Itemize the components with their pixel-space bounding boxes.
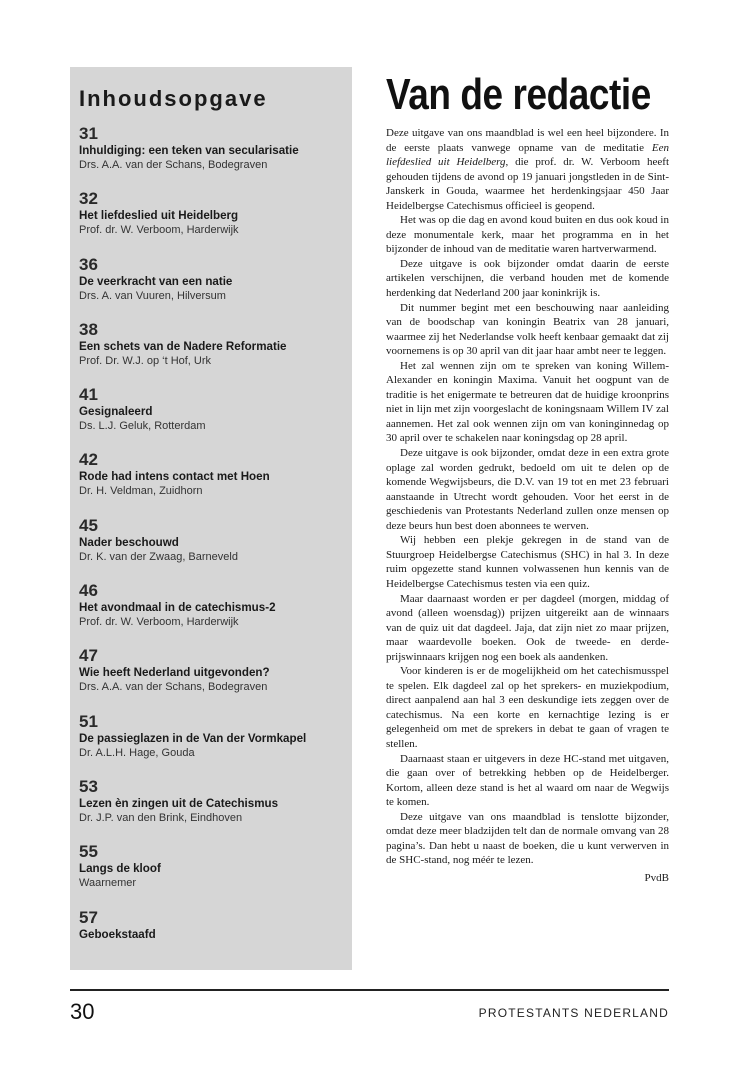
toc-page-number: 31 [79, 124, 98, 143]
toc-entry-title: Lezen èn zingen uit de Catechismus [79, 796, 279, 810]
toc-entry-title: Gesignaleerd [79, 405, 153, 419]
toc-page-number: 46 [79, 581, 98, 601]
toc-page-number: 51 [79, 711, 98, 731]
toc-list [79, 124, 342, 973]
toc-entry-title: Rode had intens contact met Hoen [79, 470, 270, 484]
toc-entry [79, 908, 342, 973]
toc-entry-title: Een schets van de Nadere Reformatie [79, 339, 287, 353]
article-paragraph: Voor kinderen is er de mogelijkheid om het catechismusspel te spelen. Elk dagdeel zal op het sprekers- en muziekpodium, direct aanpalend aan hal 3 een deskundige iets zeggen over de catechismus. Na een korte en kernachtige lezing is er gelegenheid om met de sprekers in debat te gaan of vragen te stellen. [386, 665, 669, 750]
toc-page-number: 41 [79, 385, 98, 405]
footer-rule [70, 989, 669, 991]
table-of-contents [70, 67, 352, 970]
article-paragraph: Maar daarnaast worden er per dagdeel (morgen, middag of avond (alleen woensdag)) prijzen uitgereikt aan de winnaars van de quiz uit dat dagdeel. Jaja, dat zijn niet zo maar prijzen, maar waardevolle boeken. Ook de tweede- en derde-prijswinnaars krijgen nog een boek als aandenken. [386, 592, 669, 663]
toc-entry-title: Het liefdeslied uit Heidelberg [79, 209, 239, 223]
toc-entry [79, 320, 342, 385]
toc-entry-author: Prof. Dr. W.J. op ‘t Hof, Urk [79, 354, 212, 367]
article-paragraph: Dit nummer begint met een beschouwing naar aanleiding van de boodschap van koningin Beatrix van 28 januari, waarmee zij het Nederlandse volk heeft kenbaar gemaakt dat zij voornemens is op 30 april van dit jaar haar ambt neer te leggen. [386, 301, 669, 358]
toc-page-number: 38 [79, 319, 98, 339]
toc-page-number: 47 [79, 646, 98, 666]
editorial-article [386, 70, 669, 886]
toc-entry-author: Dr. K. van der Zwaag, Barneveld [79, 550, 238, 563]
journal-name: PROTESTANTS NEDERLAND [478, 1006, 669, 1020]
article-paragraph: Deze uitgave is ook bijzonder omdat daarin de eerste artikelen verschijnen, die verband houden met de komende herdenking dat Nederland 200 jaar koninkrijk is. [386, 257, 669, 300]
toc-entry-title: De veerkracht van een natie [79, 274, 233, 288]
article-paragraph: Deze uitgave van ons maandblad is tenslotte bijzonder, omdat deze meer bladzijden telt dan de normale omvang van 28 pagina’s. Dan hebt u naast de boeken, die u kunt verwerven in de SHC-stand, nog méér te lezen. [386, 810, 669, 867]
toc-entry-title: Nader beschouwd [79, 535, 179, 549]
toc-page-number: 53 [79, 776, 98, 796]
toc-entry [79, 581, 342, 646]
toc-entry-author: Dr. A.L.H. Hage, Gouda [79, 746, 195, 759]
toc-entry-title: Wie heeft Nederland uitgevonden? [79, 666, 270, 680]
toc-entry [79, 712, 342, 777]
toc-entry [79, 385, 342, 450]
toc-entry-author: Dr. H. Veldman, Zuidhorn [79, 485, 203, 498]
paragraph-text: , die prof. dr. W. Verboom heeft gehouden tijdens de avond op 19 januari jongstleden in de Sint-Janskerk in Gouda, waarmee het herdenkingsjaar 450 Jaar Heidelbergse Catechismus officieel is geopend. [386, 156, 670, 212]
article-paragraph: Deze uitgave is ook bijzonder, omdat deze in een extra grote oplage zal worden gedrukt, bedoeld om uit te delen op de komende Wegwijsbeurs, die D.V. van 19 tot en met 23 februari aanstaande in Utrecht wordt gehouden. Voor het eerst in de geschiedenis van Protestants Nederland zullen onze mensen op deze beurs hun best doen abonnees te werven. [386, 447, 669, 532]
article-paragraph: Het zal wennen zijn om te spreken van koning Willem-Alexander en koningin Maxima. Vanuit het oogpunt van de traditie is het enigermate te betreuren dat de huidige kroonprins niet in lijn met zijn voorgeslacht de koningsnaam Willem IV zal aannemen. Het zal ook wennen zijn om van koninginnedag op 30 april over te schakelen naar koningsdag op 28 april. [386, 359, 669, 445]
toc-entry [79, 189, 342, 254]
toc-entry [79, 646, 342, 711]
toc-entry-author: Dr. J.P. van den Brink, Eindhoven [79, 811, 243, 824]
toc-page-number: 36 [79, 254, 98, 274]
meditation-title: Een liefdeslied uit Heidelberg [386, 141, 669, 169]
toc-entry-author: Prof. dr. W. Verboom, Harderwijk [79, 224, 239, 237]
toc-entry [79, 124, 342, 189]
toc-page-number: 42 [79, 450, 98, 470]
article-paragraph: Wij hebben een plekje gekregen in de stand van de Stuurgroep Heidelbergse Catechismus (SHC) in hal 3. In deze ruim opgezette stand kunnen volwassenen hun kennis van de Heidelbergse Catechismus testen via een quiz. [386, 534, 669, 590]
toc-entry-title: De passieglazen in de Van der Vormkapel [79, 731, 307, 745]
article-paragraph [386, 126, 669, 213]
toc-entry [79, 255, 342, 320]
toc-page-number: 57 [79, 907, 98, 927]
toc-entry [79, 842, 342, 907]
toc-entry-author: Drs. A. van Vuuren, Hilversum [79, 289, 226, 302]
toc-entry-author: Ds. L.J. Geluk, Rotterdam [79, 420, 206, 433]
toc-page-number: 32 [79, 189, 98, 209]
toc-entry [79, 777, 342, 842]
toc-entry-author: Drs. A.A. van der Schans, Bodegraven [79, 159, 268, 171]
toc-entry-author: Prof. dr. W. Verboom, Harderwijk [79, 616, 239, 629]
toc-page-number: 55 [79, 842, 98, 862]
toc-title: Inhoudsopgave [79, 86, 268, 111]
author-signature: PvdB [644, 871, 669, 884]
toc-entry [79, 450, 342, 515]
article-paragraph: Daarnaast staan er uitgevers in deze HC-stand met uitgaven, die gaan over of betrekking hebben op de Heidelberger. Kortom, alleen deze stand is het al waard om naar de Wegwijs te komen. [386, 752, 669, 809]
toc-entry-author: Drs. A.A. van der Schans, Bodegraven [79, 681, 268, 694]
article-paragraph: Het was op die dag en avond koud buiten en dus ook koud in deze monumentale kerk, maar het programma en in het bijzonder de inhoud van de meditatie waren hartverwarmend. [386, 214, 669, 256]
toc-entry-title: Langs de kloof [79, 862, 161, 876]
article-title: Van de redactie [386, 70, 651, 119]
toc-entry-title: Inhuldiging: een teken van secularisatie [79, 144, 299, 157]
toc-page-number: 45 [79, 515, 98, 535]
paragraph-text: Deze uitgave van ons maandblad is wel een heel bijzondere. In de eerste plaats vanwege opname van de meditatie [386, 127, 669, 154]
toc-entry-author: Waarnemer [79, 877, 137, 890]
toc-entry-title: Geboekstaafd [79, 927, 156, 941]
toc-entry [79, 516, 342, 581]
toc-entry-title: Het avondmaal in de catechismus-2 [79, 601, 276, 615]
page-number: 30 [70, 999, 95, 1024]
